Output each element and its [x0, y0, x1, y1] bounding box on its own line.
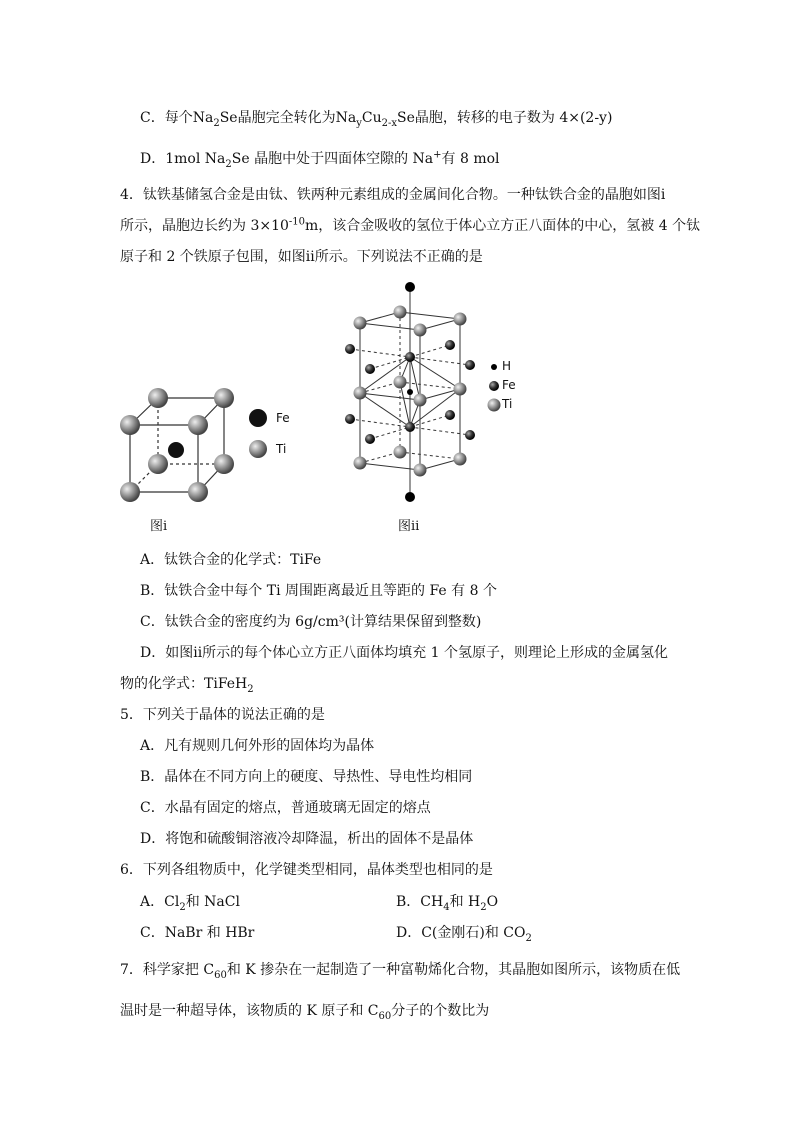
- fig1-caption: 图ⅰ: [150, 519, 168, 534]
- q4-option-d-line2: 物的化学式：TiFeH$_2$: [120, 676, 254, 695]
- q5-stem: 5．下列关于晶体的说法正确的是: [120, 707, 325, 723]
- fig2-legend-h: H: [502, 359, 512, 373]
- q4-option-b: B．钛铁合金中每个 Ti 周围距离最近且等距的 Fe 有 8 个: [140, 583, 497, 599]
- q5-option-b: B．晶体在不同方向上的硬度、导热性、导电性均相同: [140, 769, 473, 785]
- q6-option-b: B．$CH_4$和 $H_2O$: [396, 894, 499, 913]
- legend-fe-marker-ii: [489, 381, 499, 391]
- legend-ti-marker: [249, 440, 267, 458]
- fig2-caption: 图ⅱ: [398, 519, 420, 534]
- q4-option-a: A．钛铁合金的化学式：TiFe: [140, 552, 322, 568]
- figure-ii-octahedral-site: [340, 275, 540, 510]
- legend-h-marker: [491, 364, 497, 370]
- q6-option-c: C．NaBr 和 HBr: [140, 925, 255, 941]
- q5-option-a: A．凡有规则几何外形的固体均为晶体: [140, 738, 375, 754]
- fe-atom: [168, 442, 184, 458]
- fig2-legend-ti: Ti: [502, 397, 513, 411]
- fig1-legend-fe: Fe: [276, 411, 290, 425]
- q6-option-d: D．C(金刚石)和 $CO_2$: [396, 925, 532, 944]
- q7-stem-line1: 7．科学家把 $C_{60}$和 K 掺杂在一起制造了一种富勒烯化合物，其晶胞如图所示，该物质在低: [120, 962, 681, 981]
- q4-option-c: C．钛铁合金的密度约为 6g/cm³(计算结果保留到整数): [140, 614, 482, 630]
- q7-stem-line2: 温时是一种超导体，该物质的 K 原子和 $C_{60}$分子的个数比为: [120, 1003, 490, 1022]
- q4-stem-line1: 4．钛铁基储氢合金是由钛、铁两种元素组成的金属间化合物。一种钛铁合金的晶胞如图ⅰ: [120, 187, 666, 203]
- q3-option-c: C．每个$Na_2Se$晶胞完全转化为$Na_yCu_{2-x}Se$晶胞，转移的电子数为 4×(2-y): [140, 110, 613, 129]
- q4-option-d-line1: D．如图ⅱ所示的每个体心立方正八面体均填充 1 个氢原子，则理论上形成的金属氢化: [140, 645, 668, 661]
- fig2-legend-fe: Fe: [502, 378, 516, 392]
- q5-option-d: D．将饱和硫酸铜溶液冷却降温，析出的固体不是晶体: [140, 831, 474, 847]
- q4-stem-line3: 原子和 2 个铁原子包围，如图ⅱ所示。下列说法不正确的是: [120, 249, 483, 265]
- fig1-legend-ti: Ti: [276, 442, 287, 456]
- q3-option-d: D．1mol $Na_2Se$ 晶胞中处于四面体空隙的 Na+有 8 mol: [140, 149, 500, 170]
- q5-option-c: C．水晶有固定的熔点，普通玻璃无固定的熔点: [140, 800, 431, 816]
- legend-ti-marker-ii: [488, 399, 501, 412]
- q6-stem: 6．下列各组物质中，化学键类型相同，晶体类型也相同的是: [120, 862, 493, 878]
- legend-fe-marker: [249, 409, 267, 427]
- q6-option-a: A．$Cl_2$和 NaCl: [140, 894, 240, 913]
- q4-stem-line2: 所示，晶胞边长约为 $3\times 10^{-10}m$，该合金吸收的氢位于体心立方正八面体的中心，氢被 4 个钛: [120, 216, 701, 234]
